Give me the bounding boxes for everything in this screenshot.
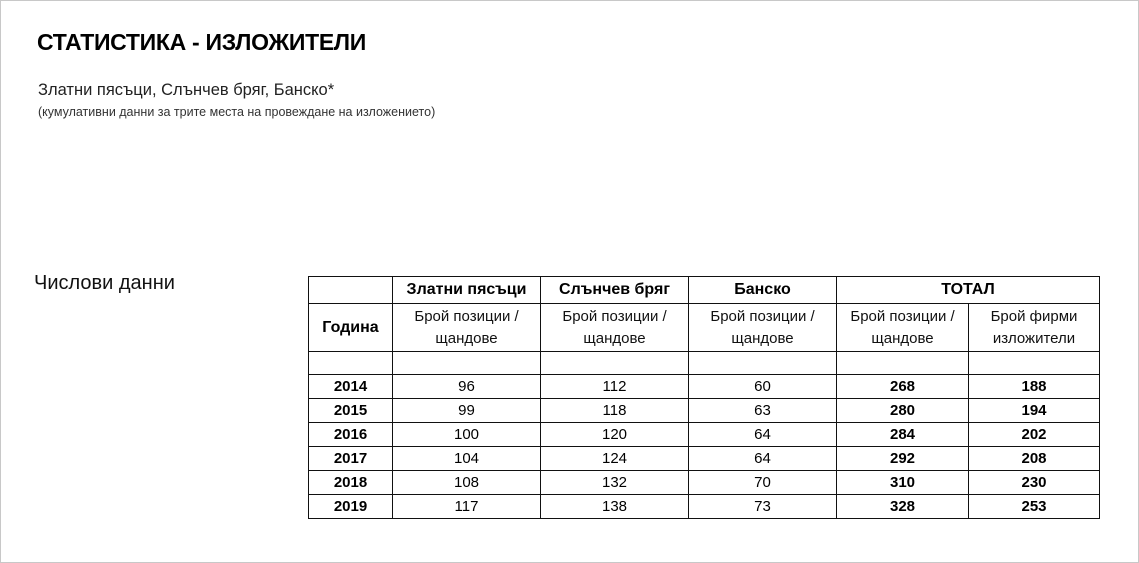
- cell-bansko: 64: [689, 447, 837, 471]
- cell-total-positions: 292: [837, 447, 969, 471]
- cell-total-firms: 194: [969, 399, 1100, 423]
- table-row: [309, 447, 1100, 471]
- year-header: Година: [309, 304, 393, 352]
- cell-zlatni: 104: [393, 447, 541, 471]
- table-header-row: [309, 277, 1100, 304]
- cell-zlatni: 100: [393, 423, 541, 447]
- cell-slanchev: 118: [541, 399, 689, 423]
- cell-year: 2016: [309, 423, 393, 447]
- cell-total-positions: 284: [837, 423, 969, 447]
- page-note: (кумулативни данни за трите места на провеждане на изложението): [38, 105, 436, 119]
- page-subtitle: Златни пясъци, Слънчев бряг, Банско*: [38, 81, 335, 99]
- section-label: Числови данни: [34, 272, 175, 294]
- cell-year: 2014: [309, 375, 393, 399]
- spacer-cell: [309, 352, 393, 375]
- unit-header-slanchev: [541, 304, 689, 352]
- cell-zlatni: 96: [393, 375, 541, 399]
- unit-line: щандове: [583, 329, 646, 347]
- cell-slanchev: 132: [541, 471, 689, 495]
- cell-total-firms: 208: [969, 447, 1100, 471]
- cell-bansko: 60: [689, 375, 837, 399]
- spacer-cell: [393, 352, 541, 375]
- table-spacer-row: [309, 352, 1100, 375]
- header-bansko: Банско: [689, 277, 837, 304]
- unit-line: Брой позиции /: [850, 307, 955, 325]
- table-row: [309, 471, 1100, 495]
- cell-zlatni: 117: [393, 495, 541, 519]
- cell-bansko: 64: [689, 423, 837, 447]
- cell-bansko: 73: [689, 495, 837, 519]
- spacer-cell: [541, 352, 689, 375]
- unit-header-total-firms: [969, 304, 1100, 352]
- unit-line: щандове: [731, 329, 794, 347]
- cell-total-firms: 230: [969, 471, 1100, 495]
- cell-total-positions: 268: [837, 375, 969, 399]
- cell-year: 2017: [309, 447, 393, 471]
- statistics-table: [308, 276, 1100, 519]
- spacer-cell: [969, 352, 1100, 375]
- unit-line: щандове: [871, 329, 934, 347]
- unit-line: Брой позиции /: [710, 307, 815, 325]
- cell-total-firms: 253: [969, 495, 1100, 519]
- unit-line: Брой фирми: [990, 307, 1078, 325]
- header-zlatni-pyasatsi: Златни пясъци: [393, 277, 541, 304]
- spacer-cell: [837, 352, 969, 375]
- cell-slanchev: 124: [541, 447, 689, 471]
- cell-slanchev: 138: [541, 495, 689, 519]
- cell-total-firms: 188: [969, 375, 1100, 399]
- table-row: [309, 495, 1100, 519]
- table-row: [309, 375, 1100, 399]
- unit-line: щандове: [435, 329, 498, 347]
- cell-zlatni: 99: [393, 399, 541, 423]
- unit-header-total-positions: [837, 304, 969, 352]
- cell-zlatni: 108: [393, 471, 541, 495]
- header-slanchev-bryag: Слънчев бряг: [541, 277, 689, 304]
- header-total: ТОТАЛ: [837, 277, 1100, 304]
- spacer-cell: [689, 352, 837, 375]
- cell-year: 2019: [309, 495, 393, 519]
- unit-line: Брой позиции /: [562, 307, 667, 325]
- cell-year: 2015: [309, 399, 393, 423]
- unit-header-bansko: [689, 304, 837, 352]
- cell-total-firms: 202: [969, 423, 1100, 447]
- table-row: [309, 423, 1100, 447]
- cell-total-positions: 310: [837, 471, 969, 495]
- cell-bansko: 63: [689, 399, 837, 423]
- year-header-empty: [309, 277, 393, 304]
- table-row: [309, 399, 1100, 423]
- cell-slanchev: 120: [541, 423, 689, 447]
- table-body: [309, 375, 1100, 519]
- unit-header-zlatni: [393, 304, 541, 352]
- cell-year: 2018: [309, 471, 393, 495]
- page-title: СТАТИСТИКА - ИЗЛОЖИТЕЛИ: [37, 29, 366, 55]
- unit-line: изложители: [992, 329, 1076, 347]
- cell-total-positions: 280: [837, 399, 969, 423]
- cell-bansko: 70: [689, 471, 837, 495]
- cell-total-positions: 328: [837, 495, 969, 519]
- table-unit-row: [309, 304, 1100, 352]
- cell-slanchev: 112: [541, 375, 689, 399]
- unit-line: Брой позиции /: [414, 307, 519, 325]
